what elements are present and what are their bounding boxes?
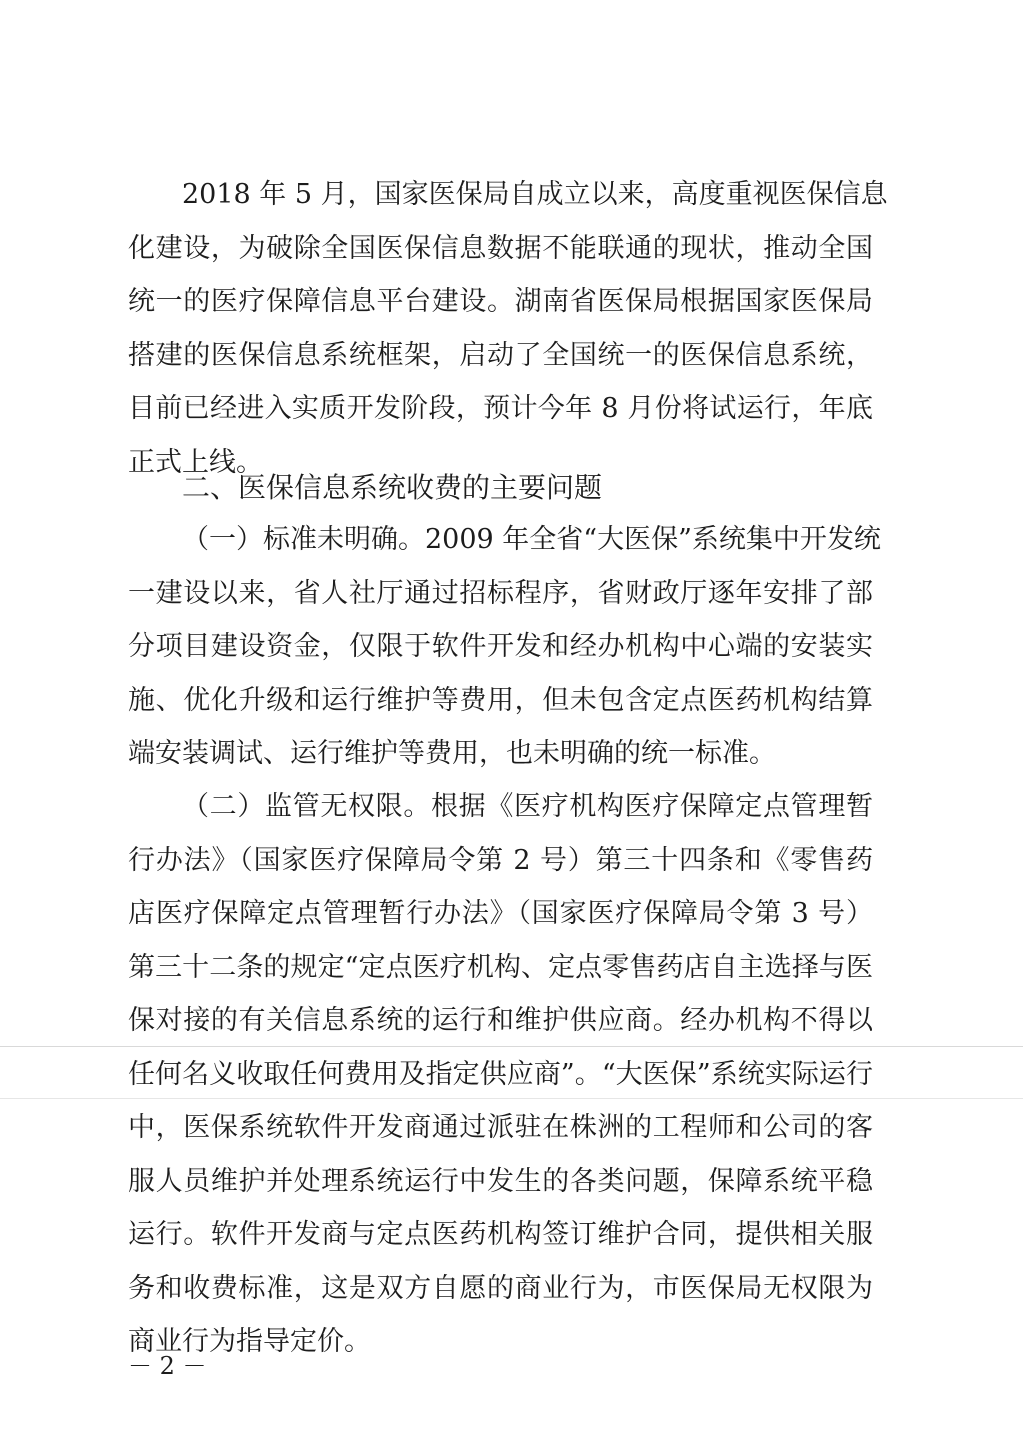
text-line: （二）监管无权限。根据《医疗机构医疗保障定点管理暂 bbox=[182, 791, 873, 822]
text-line: 任何名义收取任何费用及指定供应商”。“大医保”系统实际运行 bbox=[128, 1058, 873, 1090]
paragraph-2 bbox=[128, 513, 881, 781]
text-line: 搭建的医保信息系统框架，启动了全国统一的医保信息系统， bbox=[128, 339, 873, 371]
text-line: 运行。软件开发商与定点医药机构签订维护合同，提供相关服 bbox=[128, 1219, 873, 1250]
text-line: 化建设，为破除全国医保信息数据不能联通的现状，推动全国 bbox=[128, 232, 873, 264]
text-line: 第三十二条的规定“定点医疗机构、定点零售药店自主选择与医 bbox=[128, 951, 873, 983]
text-line: 服人员维护并处理系统运行中发生的各类问题，保障系统平稳 bbox=[128, 1165, 873, 1197]
page-number: － 2 － bbox=[128, 1352, 207, 1380]
text-line: 分项目建设资金，仅限于软件开发和经办机构中心端的安装实 bbox=[128, 631, 873, 662]
text-line: 行办法》（国家医疗保障局令第 2 号）第三十四条和《零售药 bbox=[128, 844, 873, 876]
section-heading: 二、医保信息系统收费的主要问题 bbox=[182, 471, 603, 504]
text-line: 中，医保系统软件开发商通过派驻在株洲的工程师和公司的客 bbox=[128, 1112, 873, 1143]
text-line: 统一的医疗保障信息平台建设。湖南省医保局根据国家医保局 bbox=[128, 286, 873, 317]
text-line: 目前已经进入实质开发阶段，预计今年 8 月份将试运行，年底 bbox=[128, 393, 873, 424]
text-line: 保对接的有关信息系统的运行和维护供应商。经办机构不得以 bbox=[128, 1005, 873, 1036]
text-line: 端安装调试、运行维护等费用，也未明确的统一标准。 bbox=[128, 738, 776, 769]
text-line: 正式上线。 bbox=[128, 446, 263, 478]
text-line: 2018 年 5 月，国家医保局自成立以来，高度重视医保信息 bbox=[182, 179, 888, 210]
text-line: 店医疗保障定点管理暂行办法》（国家医疗保障局令第 3 号） bbox=[128, 898, 873, 929]
text-line: （一）标准未明确。2009 年全省“大医保”系统集中开发统 bbox=[182, 524, 881, 555]
text-line: 一建设以来，省人社厅通过招标程序，省财政厅逐年安排了部 bbox=[128, 577, 873, 609]
paragraph-3 bbox=[128, 780, 873, 1369]
paragraph-1 bbox=[128, 168, 888, 489]
text-line: 商业行为指导定价。 bbox=[128, 1326, 371, 1357]
text-line: 务和收费标准，这是双方自愿的商业行为，市医保局无权限为 bbox=[128, 1272, 873, 1304]
text-line: 施、优化升级和运行维护等费用，但未包含定点医药机构结算 bbox=[128, 684, 873, 716]
